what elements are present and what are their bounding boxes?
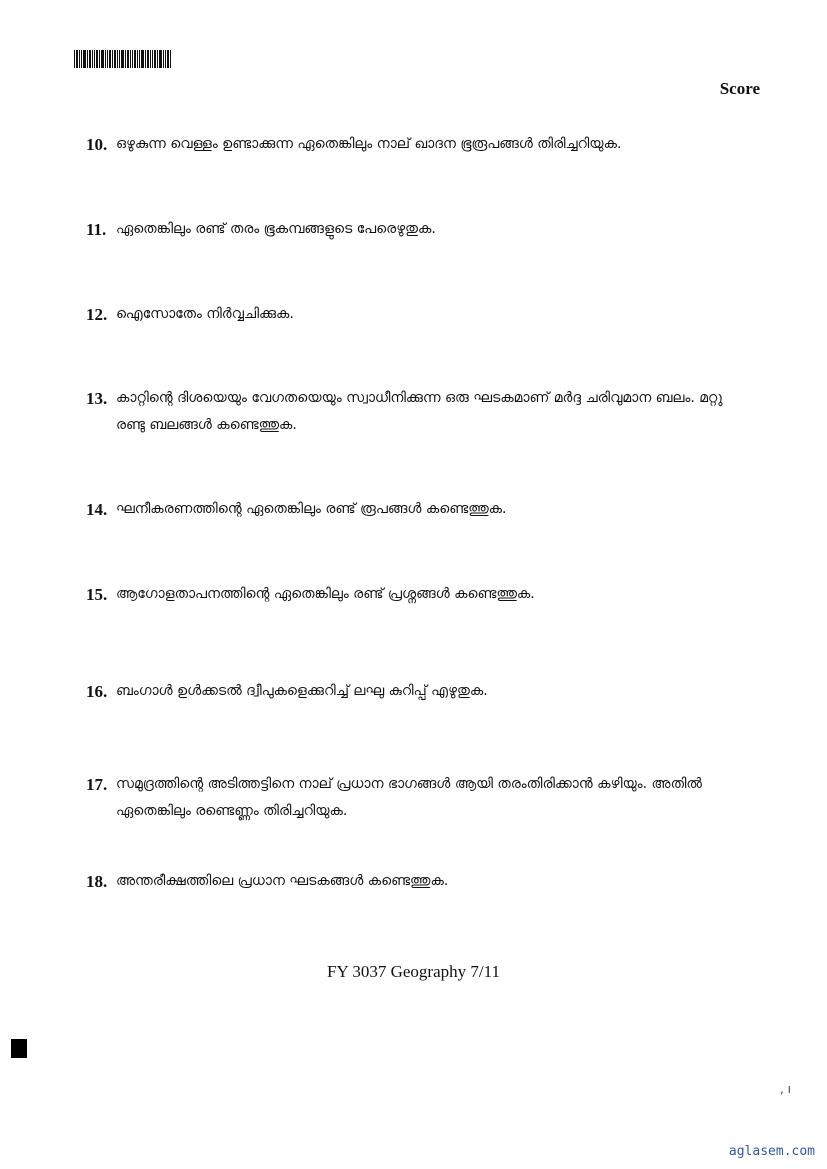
page-footer: FY 3037 Geography 7/11 (327, 962, 500, 981)
score-heading: Score (719, 79, 760, 98)
question-text: സമുദ്രത്തിന്റെ അടിത്തട്ടിനെ നാല് പ്രധാന ഭാഗങ്ങൾ ആയി തരംതിരിക്കാൻ കഴിയും. അതിൽ ഏതെങ്കിലും രണ്ടെണ്ണം തിരിച്ചറിയുക. (116, 776, 703, 819)
question-number: 14. (86, 500, 108, 519)
question-17 (86, 771, 746, 825)
question-text: ആഗോളതാപനത്തിന്റെ ഏതെങ്കിലും രണ്ട് പ്രശ്നങ്ങൾ കണ്ടെത്തുക. (116, 586, 535, 602)
barcode (74, 50, 192, 68)
question-11 (86, 216, 746, 243)
question-15 (86, 581, 746, 608)
question-number: 11. (86, 220, 107, 239)
question-12 (86, 301, 746, 328)
question-number: 15. (86, 585, 108, 604)
question-text: കാറ്റിന്റെ ദിശയെയും വേഗതയെയും സ്വാധീനിക്കുന്ന ഒരു ഘടകമാണ് മർദ്ദ ചരിവുമാന ബലം. മറ്റു രണ്ടു ബലങ്ങൾ കണ്ടെത്തുക. (116, 390, 723, 433)
question-text: ഐസോതേം നിർവ്വചിക്കുക. (116, 306, 294, 322)
question-number: 13. (86, 389, 108, 408)
question-13 (86, 385, 746, 439)
watermark: aglasem.com (728, 1144, 815, 1159)
question-number: 17. (86, 775, 108, 794)
question-number: 12. (86, 305, 108, 324)
question-text: ഘനീകരണത്തിന്റെ ഏതെങ്കിലും രണ്ട് രൂപങ്ങൾ കണ്ടെത്തുക. (116, 501, 507, 517)
registration-mark (11, 1039, 27, 1058)
question-number: 10. (86, 135, 108, 154)
question-number: 16. (86, 682, 108, 701)
question-text: ഒഴുകുന്ന വെള്ളം ഉണ്ടാക്കുന്ന ഏതെങ്കിലും നാല് ഖാദന ഭൂരൂപങ്ങൾ തിരിച്ചറിയുക. (116, 136, 622, 152)
question-text: ഏതെങ്കിലും രണ്ട് തരം ഭൂകമ്പങ്ങളുടെ പേരെഴുതുക. (116, 221, 436, 237)
question-10 (86, 131, 746, 158)
question-14 (86, 496, 746, 523)
question-16 (86, 678, 746, 705)
scan-tick-marks: , ı (780, 1082, 791, 1096)
question-text: അന്തരീക്ഷത്തിലെ പ്രധാന ഘടകങ്ങൾ കണ്ടെത്തുക. (116, 873, 449, 889)
question-18 (86, 868, 746, 895)
question-number: 18. (86, 872, 108, 891)
question-text: ബംഗാൾ ഉൾക്കടൽ ദ്വീപുകളെക്കുറിച്ച് ലഘു കുറിപ്പ് എഴുതുക. (116, 683, 488, 699)
